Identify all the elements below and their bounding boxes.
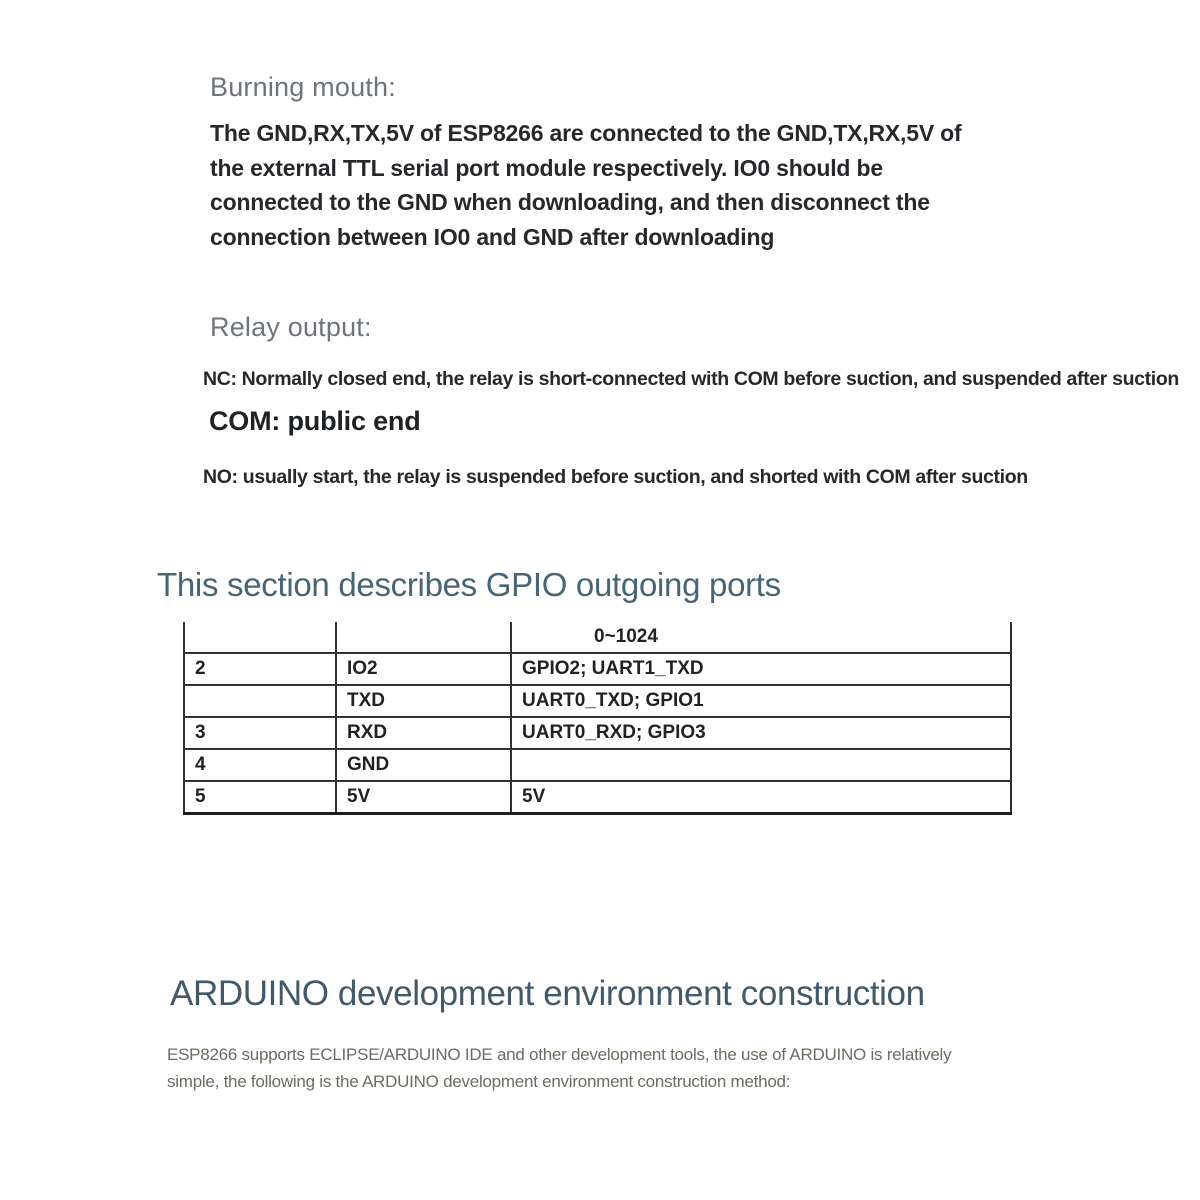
paragraph-line: The GND,RX,TX,5V of ESP8266 are connected to the GND,TX,RX,5V of — [210, 120, 962, 146]
paragraph-line: connection between IO0 and GND after downloading — [210, 223, 775, 250]
table-cell — [184, 685, 336, 717]
paragraph-line: simple, the following is the ARDUINO development environment construction method: — [167, 1071, 791, 1091]
table-cell: IO2 — [336, 653, 511, 685]
burning-mouth-heading: Burning mouth: — [210, 72, 396, 102]
table-cell: RXD — [336, 717, 511, 749]
arduino-paragraph — [167, 1042, 951, 1095]
table-cell: UART0_TXD; GPIO1 — [511, 685, 1011, 717]
table-row — [184, 781, 1011, 814]
table-cell: 2 — [184, 653, 336, 685]
relay-nc-line: NC: Normally closed end, the relay is short-connected with COM before suction, and suspended after suction — [203, 368, 1179, 390]
table-cell: 5 — [184, 781, 336, 814]
table-row — [184, 622, 1011, 653]
gpio-table — [183, 622, 1012, 815]
table-cell: 3 — [184, 717, 336, 749]
table-row — [184, 653, 1011, 685]
relay-output-heading: Relay output: — [210, 312, 372, 342]
arduino-section-heading: ARDUINO development environment construction — [170, 974, 925, 1013]
paragraph-line: connected to the GND when downloading, and then disconnect the — [210, 189, 930, 215]
table-cell: 5V — [336, 781, 511, 814]
paragraph-line: ESP8266 supports ECLIPSE/ARDUINO IDE and other development tools, the use of ARDUINO is relatively — [167, 1045, 952, 1064]
gpio-section-heading: This section describes GPIO outgoing ports — [157, 566, 781, 603]
table-cell — [511, 749, 1011, 781]
table-cell: 4 — [184, 749, 336, 781]
table-cell: GPIO2; UART1_TXD — [511, 653, 1011, 685]
table-cell — [184, 622, 336, 653]
table-cell: GND — [336, 749, 511, 781]
table-cell-range: 0~1024 — [511, 622, 1011, 653]
paragraph-line: the external TTL serial port module respectively. IO0 should be — [210, 154, 883, 181]
table-cell: 5V — [511, 781, 1011, 814]
table-cell — [336, 622, 511, 653]
table-cell: UART0_RXD; GPIO3 — [511, 717, 1011, 749]
table-row — [184, 685, 1011, 717]
relay-com-line: COM: public end — [209, 406, 421, 436]
table-row — [184, 717, 1011, 749]
table-cell: TXD — [336, 685, 511, 717]
table-row — [184, 749, 1011, 781]
burning-mouth-paragraph — [210, 116, 961, 254]
relay-no-line: NO: usually start, the relay is suspended before suction, and shorted with COM after suction — [203, 466, 1028, 488]
